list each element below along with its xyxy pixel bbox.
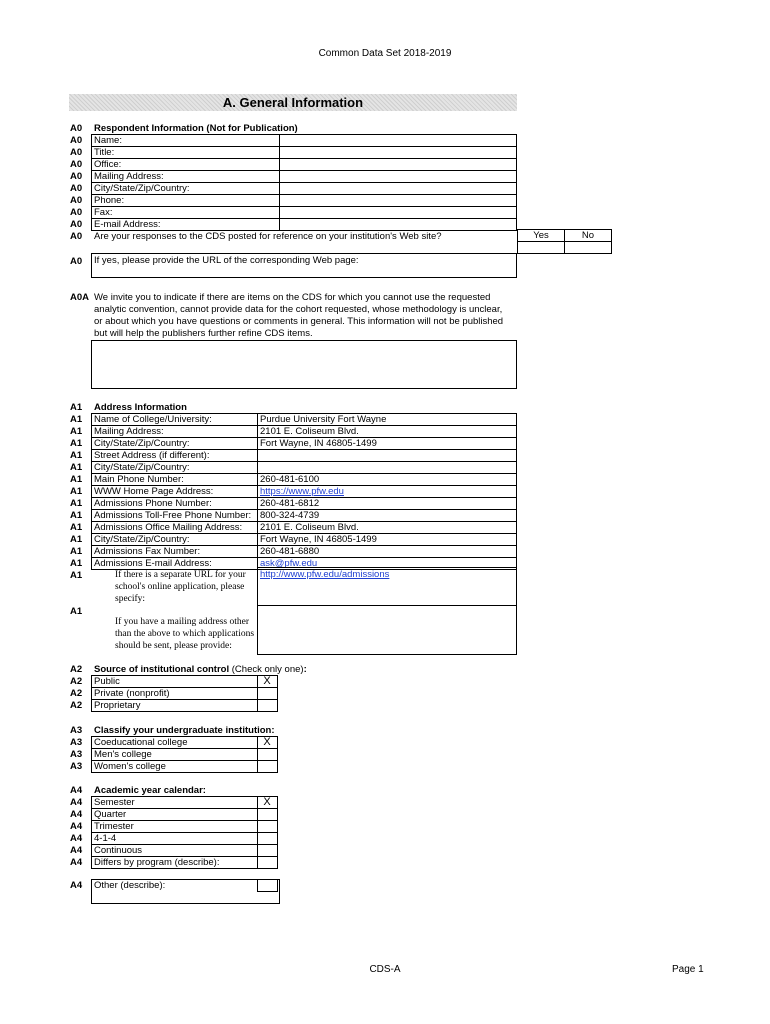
a2-code: A2 xyxy=(70,688,83,699)
a0-field-label: Office: xyxy=(94,159,122,170)
a1-row-value: Purdue University Fort Wayne xyxy=(260,414,387,425)
a2-code: A2 xyxy=(70,700,83,711)
a1-code: A1 xyxy=(70,498,83,509)
a1-row-label: Mailing Address: xyxy=(94,426,164,437)
a1-code: A1 xyxy=(70,486,83,497)
a1-row-value: 800-324-4739 xyxy=(260,510,320,521)
a0-field-label: E-mail Address: xyxy=(94,219,161,230)
page-header: Common Data Set 2018-2019 xyxy=(318,48,452,59)
a4-code: A4 xyxy=(70,809,83,820)
a1-row-label: Admissions Toll-Free Phone Number: xyxy=(94,510,252,521)
a2-option-label: Public xyxy=(94,676,120,687)
a2-heading-note: (Check only one) xyxy=(229,664,304,675)
a1-mail-code: A1 xyxy=(70,606,83,617)
a3-code: A3 xyxy=(70,761,83,772)
a1-row-label: WWW Home Page Address: xyxy=(94,486,214,497)
a3-heading: Classify your undergraduate institution: xyxy=(94,725,275,736)
a3-code: A3 xyxy=(70,725,83,736)
a2-option-label: Private (nonprofit) xyxy=(94,688,170,699)
a0-heading: Respondent Information (Not for Publication) xyxy=(94,123,298,134)
a0-no-label: No xyxy=(581,230,595,241)
a2-code: A2 xyxy=(70,676,83,687)
a1-mail-text-line: should be sent, please provide: xyxy=(115,641,232,651)
a1-row-value: Fort Wayne, IN 46805-1499 xyxy=(260,438,377,449)
a4-code: A4 xyxy=(70,880,83,891)
a1-row-value: 260-481-6812 xyxy=(260,498,320,509)
a0-code: A0 xyxy=(70,183,83,194)
a4-code: A4 xyxy=(70,785,83,796)
a2-option-mark: X xyxy=(263,675,271,687)
a0-code: A0 xyxy=(70,159,83,170)
a1-url-text-line: specify: xyxy=(115,594,146,604)
a1-row-label: Admissions Phone Number: xyxy=(94,498,212,509)
a4-code: A4 xyxy=(70,857,83,868)
a1-code: A1 xyxy=(70,522,83,533)
a2-heading xyxy=(94,664,307,675)
a1-url-text-line: If there is a separate URL for your xyxy=(115,570,246,580)
a1-row-label: Admissions Fax Number: xyxy=(94,546,201,557)
a0-code: A0 xyxy=(70,195,83,206)
a1-row-label: Name of College/University: xyxy=(94,414,212,425)
a1-code: A1 xyxy=(70,450,83,461)
a4-option-label: Trimester xyxy=(94,821,134,832)
a0-yes-checkbox[interactable] xyxy=(517,241,565,254)
a1-row-label: City/State/Zip/Country: xyxy=(94,462,190,473)
a1-row-value: 260-481-6100 xyxy=(260,474,320,485)
a1-code: A1 xyxy=(70,414,83,425)
a1-code: A1 xyxy=(70,558,83,569)
a0a-text-line: We invite you to indicate if there are items on the CDS for which you cannot use the requested xyxy=(94,292,491,303)
a0-url-question: If yes, please provide the URL of the corresponding Web page: xyxy=(94,255,359,266)
a1-row-label: City/State/Zip/Country: xyxy=(94,534,190,545)
a1-mail-text-line: than the above to which applications xyxy=(115,629,255,639)
a1-alt-mail-field[interactable] xyxy=(257,605,517,655)
a0-field-label: Name: xyxy=(94,135,122,146)
a1-code: A1 xyxy=(70,474,83,485)
footer-page-number: Page 1 xyxy=(672,964,704,975)
a1-code: A1 xyxy=(70,438,83,449)
a0-code: A0 xyxy=(70,135,83,146)
a1-row-link[interactable]: ask@pfw.edu xyxy=(260,558,318,569)
a0-code: A0 xyxy=(70,219,83,230)
a4-option-mark: X xyxy=(263,796,271,808)
a0a-comment-box[interactable] xyxy=(91,340,517,389)
a4-other-checkbox[interactable] xyxy=(257,879,278,892)
a4-other-label: Other (describe): xyxy=(94,880,166,891)
a0a-text-line: but will help the publishers further refine CDS items. xyxy=(94,328,313,339)
a1-row-value: Fort Wayne, IN 46805-1499 xyxy=(260,534,377,545)
section-title-bar xyxy=(69,94,517,111)
a0-code: A0 xyxy=(70,147,83,158)
a4-code: A4 xyxy=(70,845,83,856)
a1-row-label: Main Phone Number: xyxy=(94,474,184,485)
a0-website-question: Are your responses to the CDS posted for reference on your institution's Web site? xyxy=(94,231,442,242)
a1-heading: Address Information xyxy=(94,402,187,413)
a0-url-code: A0 xyxy=(70,256,83,267)
a1-row-label: Admissions Office Mailing Address: xyxy=(94,522,243,533)
a1-code: A1 xyxy=(70,426,83,437)
a2-code: A2 xyxy=(70,664,83,675)
a4-option-label: Differs by program (describe): xyxy=(94,857,220,868)
a4-heading: Academic year calendar: xyxy=(94,785,206,796)
a1-online-app-url[interactable]: http://www.pfw.edu/admissions xyxy=(260,569,390,580)
a0-yes-label: Yes xyxy=(533,230,549,241)
a0-field-input[interactable] xyxy=(279,218,517,231)
a1-code: A1 xyxy=(70,534,83,545)
a3-option-mark: X xyxy=(263,736,271,748)
a4-option-label: Semester xyxy=(94,797,135,808)
a2-option-checkbox[interactable] xyxy=(257,699,278,712)
a0-field-label: City/State/Zip/Country: xyxy=(94,183,190,194)
a0-field-label: Title: xyxy=(94,147,115,158)
a4-option-checkbox[interactable] xyxy=(257,856,278,869)
a0-code: A0 xyxy=(70,207,83,218)
a0-url-field[interactable] xyxy=(91,253,517,278)
a0-field-label: Phone: xyxy=(94,195,125,206)
a3-code: A3 xyxy=(70,737,83,748)
a0a-text-line: or about which you have questions or comments in general. This information will not be published xyxy=(94,316,504,327)
a1-mail-text-line: If you have a mailing address other xyxy=(115,617,250,627)
section-title: A. General Information xyxy=(222,95,364,110)
a4-code: A4 xyxy=(70,833,83,844)
a4-code: A4 xyxy=(70,821,83,832)
a1-code: A1 xyxy=(70,402,83,413)
a1-code: A1 xyxy=(70,546,83,557)
footer-center: CDS-A xyxy=(369,964,401,975)
a0-code: A0 xyxy=(70,123,83,134)
a4-code: A4 xyxy=(70,797,83,808)
a4-option-label: Quarter xyxy=(94,809,127,820)
a0-field-label: Fax: xyxy=(94,207,113,218)
a1-code: A1 xyxy=(70,462,83,473)
a2-heading-text: Source of institutional control xyxy=(94,664,230,675)
a0-no-checkbox[interactable] xyxy=(564,241,612,254)
a1-row-label: Admissions E-mail Address: xyxy=(94,558,212,569)
a1-code: A1 xyxy=(70,570,83,581)
a0a-code: A0A xyxy=(70,292,90,303)
a1-url-text-line: school's online application, please xyxy=(115,582,245,592)
a0-code: A0 xyxy=(70,171,83,182)
a2-option-label: Proprietary xyxy=(94,700,141,711)
a1-row-label: Street Address (if different): xyxy=(94,450,210,461)
a1-row-value: 2101 E. Coliseum Blvd. xyxy=(260,426,359,437)
a3-option-label: Men's college xyxy=(94,749,152,760)
a1-row-value: 2101 E. Coliseum Blvd. xyxy=(260,522,359,533)
a3-option-checkbox[interactable] xyxy=(257,760,278,773)
a3-code: A3 xyxy=(70,749,83,760)
a1-row-link[interactable]: https://www.pfw.edu xyxy=(260,486,344,497)
a1-row-label: City/State/Zip/Country: xyxy=(94,438,190,449)
a3-option-label: Coeducational college xyxy=(94,737,188,748)
a3-option-label: Women's college xyxy=(94,761,166,772)
a2-heading-colon: : xyxy=(303,664,307,675)
a0-field-label: Mailing Address: xyxy=(94,171,164,182)
a4-option-label: Continuous xyxy=(94,845,143,856)
a4-option-label: 4-1-4 xyxy=(94,833,117,844)
a0-code: A0 xyxy=(70,231,83,242)
a1-row-value: 260-481-6880 xyxy=(260,546,320,557)
a1-code: A1 xyxy=(70,510,83,521)
a1-online-app-url-field[interactable] xyxy=(257,567,517,606)
a0a-text-line: analytic convention, cannot provide data for the cohort requested, whose methodology is unclear, xyxy=(94,304,503,315)
